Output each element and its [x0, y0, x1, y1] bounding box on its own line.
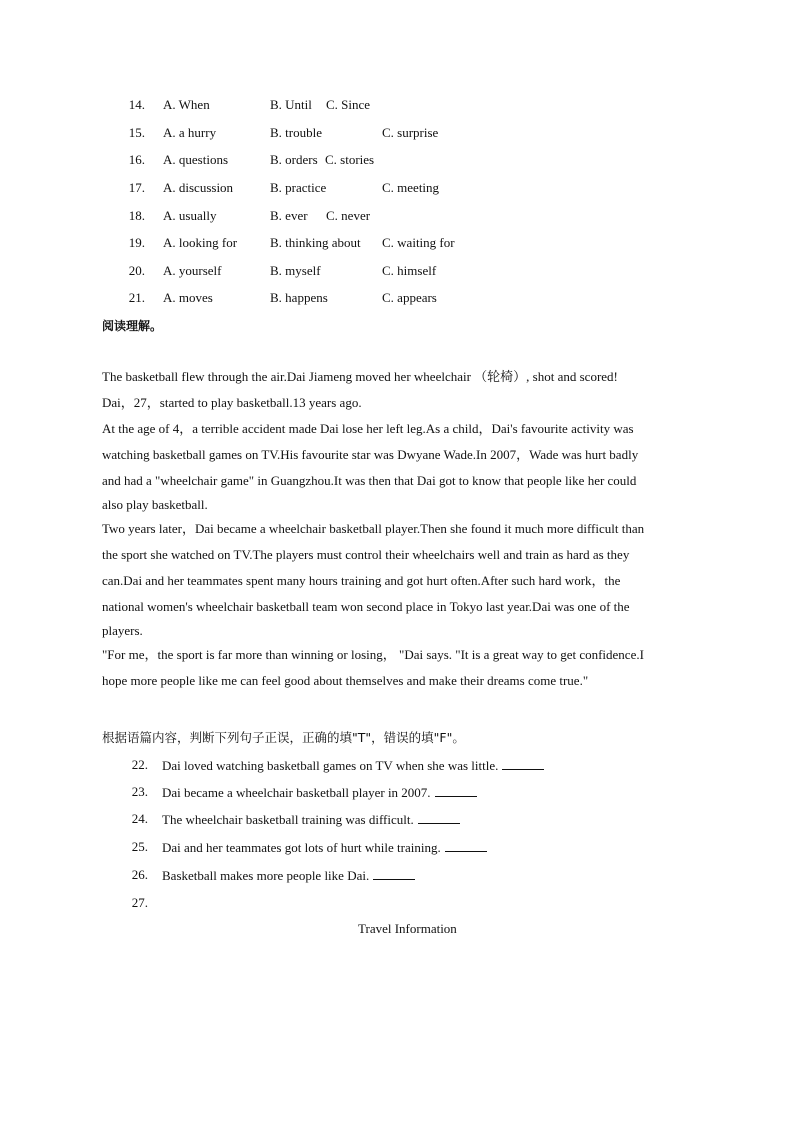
- tf-text: Dai and her teammates got lots of hurt while training.: [162, 840, 441, 855]
- answer-blank[interactable]: [373, 867, 415, 880]
- question-number: 26.: [131, 867, 148, 882]
- option-a: A. discussion: [163, 180, 234, 195]
- option-b: B. thinking about: [270, 235, 361, 250]
- option-a: A. When: [163, 97, 210, 112]
- tf-text: Basketball makes more people like Dai.: [162, 868, 370, 883]
- reading-passage: [102, 369, 696, 699]
- option-a: A. questions: [163, 152, 228, 167]
- option-c: C. stories: [325, 152, 375, 167]
- answer-blank[interactable]: [435, 784, 477, 797]
- passage-line: players.: [102, 623, 143, 638]
- option-b: B. happens: [270, 290, 328, 305]
- option-a: A. yourself: [163, 263, 222, 278]
- tf-statement: [162, 811, 460, 828]
- tf-statement: [162, 784, 477, 801]
- question-number: 25.: [131, 839, 148, 854]
- section-heading: 阅读理解。: [102, 319, 163, 333]
- section-title: Travel Information: [358, 921, 457, 936]
- option-b: B. practice: [270, 180, 327, 195]
- question-number: 22.: [131, 757, 148, 772]
- question-number: 19.: [128, 235, 145, 250]
- option-b: B. ever: [270, 208, 308, 223]
- question-number: 20.: [128, 263, 145, 278]
- option-b: B. orders: [270, 152, 318, 167]
- answer-blank[interactable]: [418, 811, 460, 824]
- tf-text: Dai loved watching basketball games on TV when she was little.: [162, 758, 499, 773]
- passage-line: also play basketball.: [102, 497, 208, 512]
- tf-text: Dai became a wheelchair basketball player in 2007.: [162, 785, 431, 800]
- passage-line: Dai，27，started to play basketball.13 years ago.: [102, 395, 362, 410]
- option-b: B. Until: [270, 97, 312, 112]
- option-a: A. moves: [163, 290, 213, 305]
- tf-statement: [162, 757, 544, 774]
- option-c: C. surprise: [382, 125, 439, 140]
- option-c: C. waiting for: [382, 235, 455, 250]
- option-c: C. never: [326, 208, 371, 223]
- passage-line: the sport she watched on TV.The players must control their wheelchairs well and train as hard as they: [102, 547, 630, 562]
- option-a: A. usually: [163, 208, 217, 223]
- answer-blank[interactable]: [502, 757, 544, 770]
- answer-blank[interactable]: [445, 839, 487, 852]
- question-number: 27.: [131, 895, 148, 910]
- option-c: C. Since: [326, 97, 371, 112]
- passage-line: At the age of 4，a terrible accident made Dai lose her left leg.As a child，Dai's favourite activity was: [102, 421, 634, 436]
- option-a: A. looking for: [163, 235, 238, 250]
- passage-line: The basketball flew through the air.Dai Jiameng moved her wheelchair （轮椅）, shot and scored!: [102, 369, 618, 384]
- question-number: 17.: [128, 180, 145, 195]
- passage-line: Two years later，Dai became a wheelchair basketball player.Then she found it much more difficult than: [102, 521, 645, 536]
- passage-line: national women's wheelchair basketball team won second place in Tokyo last year.Dai was one of the: [102, 599, 630, 614]
- passage-line: "For me，the sport is far more than winning or losing， "Dai says. "It is a great way to get confidence.I: [102, 647, 644, 662]
- tf-instruction: 根据语篇内容，判断下列句子正误，正确的填"T"，错误的填"F"。: [102, 730, 465, 745]
- passage-line: watching basketball games on TV.His favourite star was Dwyane Wade.In 2007，Wade was hurt badly: [102, 447, 639, 462]
- option-c: C. himself: [382, 263, 437, 278]
- question-number: 16.: [128, 152, 145, 167]
- question-number: 21.: [128, 290, 145, 305]
- tf-statement: [162, 867, 415, 884]
- question-number: 15.: [128, 125, 145, 140]
- question-number: 18.: [128, 208, 145, 223]
- question-number: 24.: [131, 811, 148, 826]
- passage-line: can.Dai and her teammates spent many hours training and got hurt often.After such hard work，the: [102, 573, 621, 588]
- passage-line: and had a "wheelchair game" in Guangzhou.It was then that Dai got to know that people like her could: [102, 473, 637, 488]
- passage-line: hope more people like me can feel good about themselves and make their dreams come true.": [102, 673, 589, 688]
- option-b: B. trouble: [270, 125, 322, 140]
- option-c: C. appears: [382, 290, 437, 305]
- question-number: 23.: [131, 784, 148, 799]
- option-a: A. a hurry: [163, 125, 217, 140]
- question-number: 14.: [128, 97, 145, 112]
- option-c: C. meeting: [382, 180, 440, 195]
- tf-text: The wheelchair basketball training was difficult.: [162, 812, 414, 827]
- tf-statement: [162, 839, 487, 856]
- option-b: B. myself: [270, 263, 321, 278]
